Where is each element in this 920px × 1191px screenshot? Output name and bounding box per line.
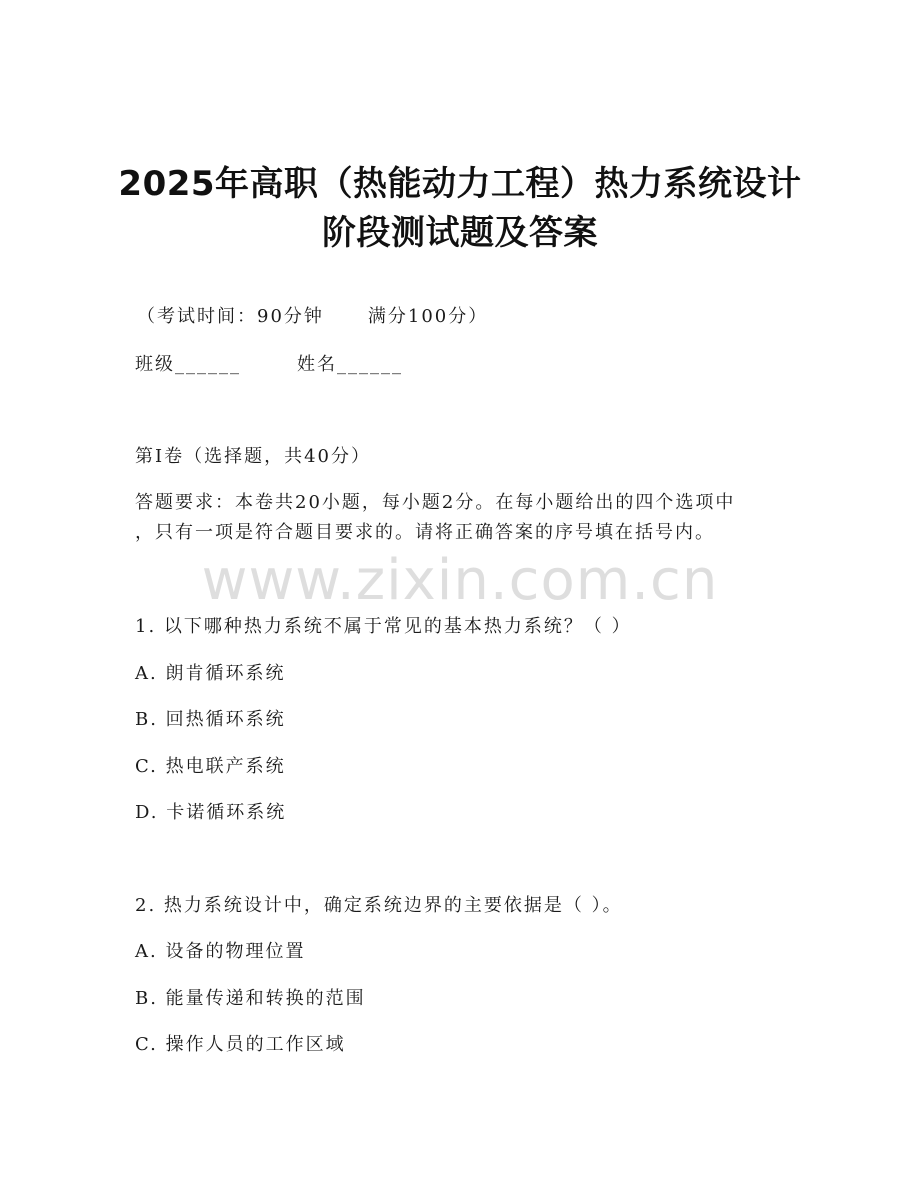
question-option: C. 操作人员的工作区域 bbox=[135, 1034, 346, 1055]
question-option: C. 热电联产系统 bbox=[135, 756, 286, 777]
watermark: www.zixin.com.cn bbox=[201, 548, 719, 613]
question-option: D. 卡诺循环系统 bbox=[135, 802, 287, 823]
class-field: 班级______ bbox=[135, 354, 241, 375]
question-stem: 1. 以下哪种热力系统不属于常见的基本热力系统？（ ） bbox=[135, 616, 632, 637]
instructions-line-1: 答题要求：本卷共20小题，每小题2分。在每小题给出的四个选项中 bbox=[135, 492, 736, 513]
question-option: B. 回热循环系统 bbox=[135, 709, 286, 730]
question-option: A. 朗肯循环系统 bbox=[135, 663, 286, 684]
exam-full-score: 满分100分） bbox=[367, 306, 489, 327]
section-heading: 第I卷（选择题，共40分） bbox=[135, 446, 372, 467]
student-info bbox=[135, 350, 403, 376]
exam-time: （考试时间：90分钟 bbox=[137, 306, 324, 327]
question-option: A. 设备的物理位置 bbox=[135, 941, 306, 962]
document-title-line-1: 2025年高职（热能动力工程）热力系统设计 bbox=[118, 164, 802, 204]
name-field: 姓名______ bbox=[297, 354, 403, 375]
document-title-line-2: 阶段测试题及答案 bbox=[322, 213, 598, 253]
question-stem: 2. 热力系统设计中，确定系统边界的主要依据是（ ）。 bbox=[135, 895, 623, 916]
question-option: B. 能量传递和转换的范围 bbox=[135, 988, 366, 1009]
instructions-line-2: ，只有一项是符合题目要求的。请将正确答案的序号填在括号内。 bbox=[135, 522, 715, 543]
exam-info bbox=[137, 302, 488, 328]
